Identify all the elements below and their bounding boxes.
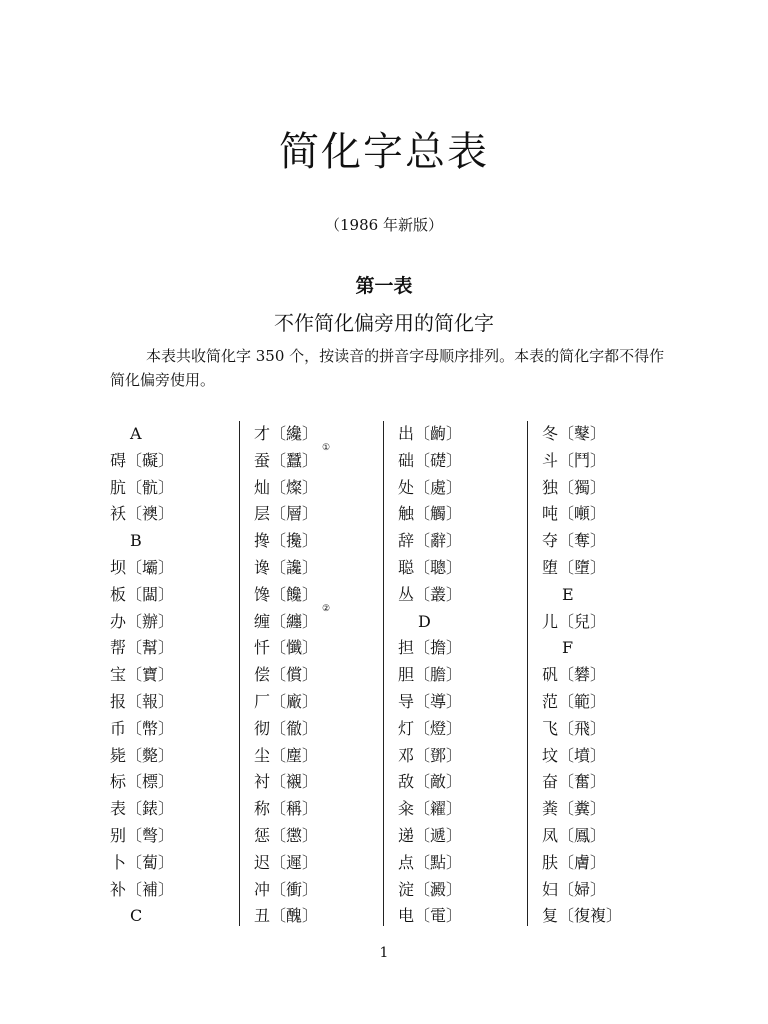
character-entry [398, 769, 528, 796]
section-title: 第一表 [355, 275, 413, 297]
character-entry [542, 475, 672, 502]
entry-text: 蚕〔蠶〕 [254, 450, 319, 470]
edition-subtitle: （1986 年新版） [325, 216, 443, 234]
character-entry [254, 421, 384, 448]
entry-text: 电〔電〕 [398, 906, 463, 926]
entry-text: 坝〔壩〕 [110, 557, 175, 577]
entry-text: 出〔齣〕 [398, 424, 463, 443]
letter-text: E [562, 584, 574, 604]
column-divider [239, 421, 240, 926]
entry-text: 卜〔蔔〕 [110, 852, 175, 872]
character-entry [110, 555, 240, 582]
entry-text: 点〔點〕 [398, 852, 463, 872]
character-entry [398, 716, 528, 743]
entry-text: 聪〔聰〕 [398, 557, 463, 577]
pinyin-letter-heading [398, 609, 528, 636]
column-divider [383, 421, 384, 926]
character-entry [110, 769, 240, 796]
character-entry [254, 877, 384, 904]
entry-text: 帮〔幫〕 [110, 638, 175, 658]
entry-text: 复〔復複〕 [542, 906, 623, 926]
entry-text: 迟〔遲〕 [254, 852, 319, 872]
character-entry [398, 662, 528, 689]
character-entry [110, 823, 240, 850]
character-entry [110, 609, 240, 636]
character-entry [542, 609, 672, 636]
character-entry [398, 635, 528, 662]
character-entry [398, 903, 528, 930]
entry-text: 宝〔寶〕 [110, 665, 175, 685]
character-entry [254, 850, 384, 877]
character-entry [254, 796, 384, 823]
entry-text: 肮〔骯〕 [110, 477, 175, 497]
entry-text: 缠〔纏〕 [254, 611, 319, 631]
character-table [0, 421, 768, 931]
entry-text: 袄〔襖〕 [110, 504, 175, 524]
character-entry [398, 877, 528, 904]
entry-text: 灯〔燈〕 [398, 718, 463, 738]
entry-text: 籴〔糴〕 [398, 799, 463, 819]
entry-text: 粪〔糞〕 [542, 799, 607, 819]
column-1 [110, 421, 240, 930]
character-entry [110, 582, 240, 609]
entry-text: 飞〔飛〕 [542, 718, 607, 738]
column-4 [542, 421, 672, 930]
entry-text: 办〔辦〕 [110, 611, 175, 631]
character-entry [254, 442, 384, 475]
character-entry [254, 528, 384, 555]
entry-text: 础〔礎〕 [398, 450, 463, 470]
page-title: 简化字总表 [279, 129, 489, 175]
character-entry [110, 796, 240, 823]
character-entry [254, 501, 384, 528]
entry-text: 淀〔澱〕 [398, 879, 463, 899]
character-entry [110, 850, 240, 877]
entry-text: 辞〔辭〕 [398, 531, 463, 551]
entry-text: 坟〔墳〕 [542, 745, 607, 765]
character-entry [542, 850, 672, 877]
character-entry [254, 582, 384, 609]
character-entry [542, 448, 672, 475]
character-entry [542, 716, 672, 743]
character-entry [254, 769, 384, 796]
entry-text: 吨〔噸〕 [542, 504, 607, 524]
entry-text: 触〔觸〕 [398, 504, 463, 524]
letter-text: D [418, 611, 431, 631]
character-entry [398, 796, 528, 823]
entry-text: 胆〔膽〕 [398, 665, 463, 685]
page-number: 1 [379, 945, 389, 961]
entry-text: 标〔標〕 [110, 772, 175, 792]
entry-text: 别〔彆〕 [110, 825, 175, 845]
entry-text: 彻〔徹〕 [254, 718, 319, 738]
column-divider [527, 421, 528, 926]
character-entry [542, 689, 672, 716]
entry-text: 惩〔懲〕 [254, 825, 319, 845]
entry-text: 范〔範〕 [542, 691, 607, 711]
character-entry [542, 769, 672, 796]
entry-text: 板〔闆〕 [110, 584, 175, 604]
character-entry [110, 877, 240, 904]
column-2 [254, 421, 384, 930]
footnote-marker: ② [322, 603, 331, 614]
character-entry [542, 501, 672, 528]
character-entry [398, 555, 528, 582]
entry-text: 报〔報〕 [110, 691, 175, 711]
entry-text: 谗〔讒〕 [254, 557, 319, 577]
character-entry [110, 743, 240, 770]
entry-text: 堕〔墮〕 [542, 557, 607, 577]
entry-text: 补〔補〕 [110, 879, 175, 899]
entry-text: 邓〔鄧〕 [398, 745, 463, 765]
character-entry [110, 689, 240, 716]
entry-text: 夺〔奪〕 [542, 531, 607, 551]
entry-text: 衬〔襯〕 [254, 772, 319, 792]
entry-text: 表〔錶〕 [110, 799, 175, 819]
character-entry [254, 635, 384, 662]
character-entry [398, 850, 528, 877]
entry-text: 敌〔敵〕 [398, 772, 463, 792]
character-entry [254, 475, 384, 502]
character-entry [254, 743, 384, 770]
entry-text: 馋〔饞〕 [254, 584, 319, 604]
character-entry [542, 743, 672, 770]
section-subtitle: 不作简化偏旁用的简化字 [274, 311, 494, 335]
character-entry [110, 662, 240, 689]
entry-text: 层〔層〕 [254, 504, 319, 524]
letter-text: C [130, 906, 143, 926]
character-entry [254, 716, 384, 743]
character-entry [398, 448, 528, 475]
character-entry [254, 555, 384, 582]
character-entry [110, 716, 240, 743]
entry-text: 妇〔婦〕 [542, 879, 607, 899]
entry-text: 肤〔膚〕 [542, 852, 607, 872]
entry-text: 尘〔塵〕 [254, 745, 319, 765]
section-intro: 本表共收简化字 350 个，按读音的拼音字母顺序排列。本表的简化字都不得作简化偏旁使用。 [110, 347, 665, 389]
character-entry [398, 689, 528, 716]
character-entry [398, 475, 528, 502]
character-entry [542, 877, 672, 904]
pinyin-letter-heading [110, 528, 240, 555]
entry-text: 冲〔衝〕 [254, 879, 319, 899]
character-entry [398, 823, 528, 850]
entry-text: 搀〔攙〕 [254, 531, 319, 551]
character-entry [254, 689, 384, 716]
entry-text: 忏〔懺〕 [254, 638, 319, 658]
entry-text: 矾〔礬〕 [542, 665, 607, 685]
entry-text: 毙〔斃〕 [110, 745, 175, 765]
entry-text: 处〔處〕 [398, 477, 463, 497]
character-entry [542, 528, 672, 555]
entry-text: 担〔擔〕 [398, 638, 463, 658]
entry-text: 递〔遞〕 [398, 825, 463, 845]
letter-text: F [562, 638, 574, 658]
letter-text: A [130, 424, 142, 443]
character-entry [110, 475, 240, 502]
character-entry [542, 823, 672, 850]
character-entry [542, 796, 672, 823]
entry-text: 斗〔鬥〕 [542, 450, 607, 470]
character-entry [110, 635, 240, 662]
entry-text: 冬〔鼕〕 [542, 424, 607, 443]
character-entry [254, 903, 384, 930]
character-entry [254, 823, 384, 850]
entry-text: 币〔幣〕 [110, 718, 175, 738]
entry-text: 偿〔償〕 [254, 665, 319, 685]
entry-text: 丑〔醜〕 [254, 906, 319, 926]
character-entry [398, 501, 528, 528]
entry-text: 厂〔廠〕 [254, 691, 319, 711]
column-3 [398, 421, 528, 930]
entry-text: 灿〔燦〕 [254, 477, 319, 497]
character-entry [110, 501, 240, 528]
character-entry [398, 528, 528, 555]
character-entry [542, 662, 672, 689]
entry-text: 导〔導〕 [398, 691, 463, 711]
entry-text: 奋〔奮〕 [542, 772, 607, 792]
entry-text: 凤〔鳳〕 [542, 825, 607, 845]
character-entry [398, 421, 528, 448]
entry-text: 儿〔兒〕 [542, 611, 607, 631]
character-entry [254, 603, 384, 636]
character-entry [542, 555, 672, 582]
entry-text: 丛〔叢〕 [398, 584, 463, 604]
pinyin-letter-heading [110, 903, 240, 930]
letter-text: B [130, 531, 142, 551]
character-entry [542, 421, 672, 448]
pinyin-letter-heading [110, 421, 240, 448]
character-entry [542, 903, 672, 930]
character-entry [398, 743, 528, 770]
entry-text: 独〔獨〕 [542, 477, 607, 497]
character-entry [110, 448, 240, 475]
entry-text: 才〔纔〕 [254, 424, 319, 443]
character-entry [398, 582, 528, 609]
entry-text: 碍〔礙〕 [110, 450, 175, 470]
pinyin-letter-heading [542, 635, 672, 662]
pinyin-letter-heading [542, 582, 672, 609]
character-entry [254, 662, 384, 689]
entry-text: 称〔稱〕 [254, 799, 319, 819]
footnote-marker: ① [322, 442, 331, 453]
